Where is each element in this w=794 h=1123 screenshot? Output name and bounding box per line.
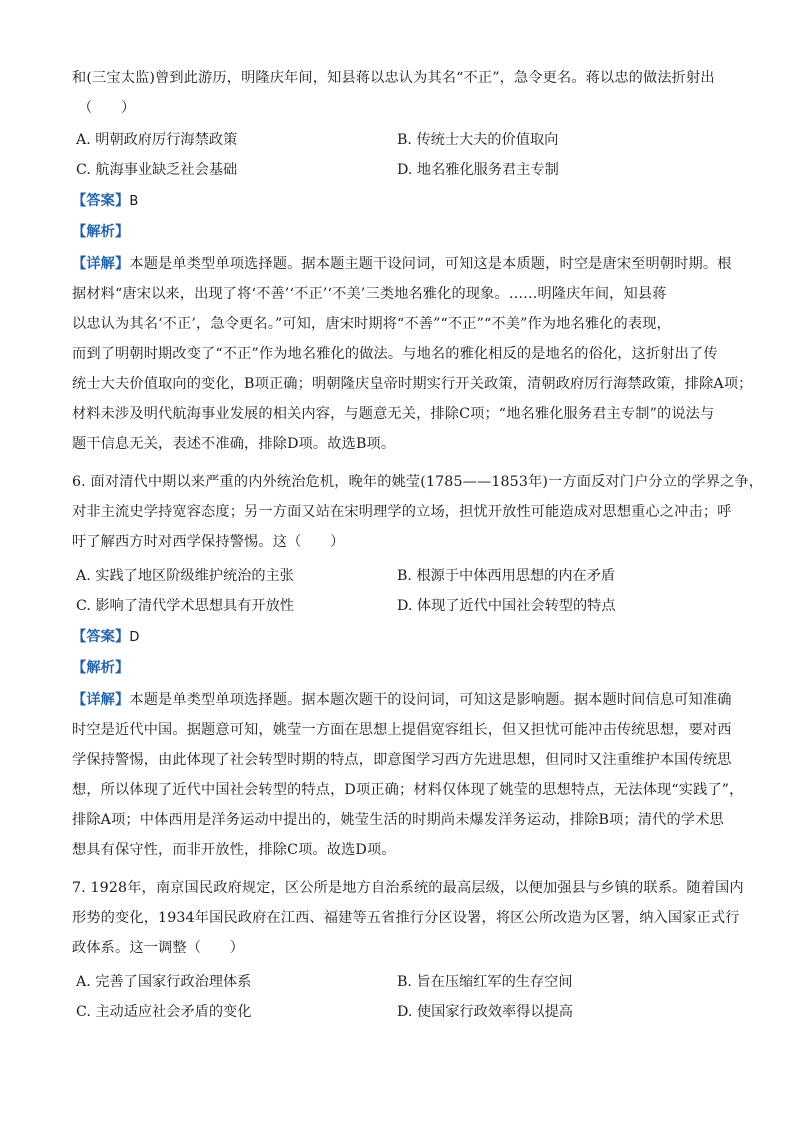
q5-answer-tag: 【答案】 xyxy=(72,193,130,209)
q6-detail-line-2: 时空是近代中国。据题意可知，姚莹一方面在思想上提倡宽容组长，但又担忧可能冲击传统思想，要对西 xyxy=(72,722,732,738)
q7-stem-line-2: 形势的变化，1934年国民政府在江西、福建等五省推行分区设署，将区公所改造为区署，纳入国家正式行 xyxy=(72,910,740,926)
q5-detail-line-4: 而到了明朝时期改变了“不正”作为地名雅化的做法。与地名的雅化相反的是地名的俗化，这折射出了传 xyxy=(72,346,718,362)
q5-option-d: D. 地名雅化服务君主专制 xyxy=(397,162,559,178)
q6-detail-line-3: 学保持警惕，由此体现了社会转型时期的特点，即意图学习西方先进思想，但同时又注重维护本国传统思 xyxy=(72,752,732,768)
q6-stem-line-3: 吁了解西方时对西学保持警惕。这（ ） xyxy=(72,534,345,550)
q5-option-c: C. 航海事业缺乏社会基础 xyxy=(76,162,238,178)
q6-option-c: C. 影响了清代学术思想具有开放性 xyxy=(76,598,294,614)
q5-analysis-tag xyxy=(72,222,129,242)
q6-answer-row xyxy=(72,627,140,648)
q6-detail-line-5: 排除A项；中体西用是洋务运动中提出的，姚莹生活的时期尚未爆发洋务运动，排除B项；清代的学术思 xyxy=(72,812,724,828)
q6-stem-line-2: 对非主流史学持宽容态度；另一方面又站在宋明理学的立场，担忧开放性可能造成对思想重心之冲击；呼 xyxy=(72,504,732,520)
q6-option-d: D. 体现了近代中国社会转型的特点 xyxy=(397,598,616,614)
q5-detail-text-1: 本题是单类型单项选择题。据本题主题干设问词，可知这是本质题，时空是唐宋至明朝时期。根 xyxy=(129,256,732,272)
q5-stem-line-1: 和(三宝太监)曾到此游历，明隆庆年间，知县蒋以忠认为其名“不正”，急令更名。蒋以忠的做法折射出 xyxy=(72,70,715,86)
q6-analysis-label: 【解析】 xyxy=(72,660,130,676)
q6-answer-tag: 【答案】 xyxy=(72,629,130,645)
q6-detail-line-4: 想，所以体现了近代中国社会转型的特点，D项正确；材料仅体现了姚莹的思想特点，无法体现“实践了”， xyxy=(72,782,744,798)
q7-option-a: A. 完善了国家行政治理体系 xyxy=(76,974,252,990)
q6-stem-line-1: 6. 面对清代中期以来严重的内外统治危机，晚年的姚莹(1785——1853年)一方面反对门户分立的学界之争， xyxy=(72,474,764,490)
q5-detail-line-7: 题干信息无关，表述不准确，排除D项。故选B项。 xyxy=(72,436,396,452)
q7-option-c: C. 主动适应社会矛盾的变化 xyxy=(76,1004,252,1020)
q6-analysis-tag xyxy=(72,658,129,678)
q7-stem-line-3: 政体系。这一调整（ ） xyxy=(72,940,245,956)
q5-answer-row xyxy=(72,191,138,212)
q5-option-a: A. 明朝政府厉行海禁政策 xyxy=(76,132,238,148)
q6-detail-text-1: 本题是单类型单项选择题。据本题次题干的设问词，可知这是影响题。据本题时间信息可知准确 xyxy=(129,692,732,708)
q5-detail-line-1 xyxy=(72,254,732,274)
q7-stem-line-1: 7. 1928年，南京国民政府规定，区公所是地方自治系统的最高层级，以便加强县与乡镇的联系。随着国内 xyxy=(72,880,744,896)
q6-detail-line-1 xyxy=(72,690,732,710)
q5-option-b: B. 传统士大夫的价值取向 xyxy=(397,132,559,148)
q5-detail-line-3: 以忠认为其名‘不正’，急令更名。”可知，唐宋时期将“不善”“不正”“不美”作为地名雅化的表现， xyxy=(72,316,671,332)
q6-option-a: A. 实践了地区阶级维护统治的主张 xyxy=(76,568,294,584)
q5-detail-line-2: 据材料“唐宋以来，出现了将‘不善’‘不正’‘不美’三类地名雅化的现象。……明隆庆年间，知县蒋 xyxy=(72,286,667,302)
q5-detail-line-5: 统士大夫价值取向的变化，B项正确；明朝隆庆皇帝时期实行开关政策，清朝政府厉行海禁政策，排除A项； xyxy=(72,376,753,392)
q5-answer-value: B xyxy=(129,194,139,209)
q5-analysis-label: 【解析】 xyxy=(72,224,130,240)
q6-option-b: B. 根源于中体西用思想的内在矛盾 xyxy=(397,568,616,584)
q5-detail-line-6: 材料未涉及明代航海事业发展的相关内容，与题意无关，排除C项；“地名雅化服务君主专制”的说法与 xyxy=(72,406,715,422)
q7-option-b: B. 旨在压缩红军的生存空间 xyxy=(397,974,573,990)
q7-option-d: D. 使国家行政效率得以提高 xyxy=(397,1004,573,1020)
q6-answer-value: D xyxy=(129,630,140,645)
q5-stem-line-2: （ ） xyxy=(78,100,136,116)
q6-detail-tag: 【详解】 xyxy=(72,692,130,708)
q5-detail-tag: 【详解】 xyxy=(72,256,130,272)
q6-detail-line-6: 想具有保守性，而非开放性，排除C项。故选D项。 xyxy=(72,842,396,858)
